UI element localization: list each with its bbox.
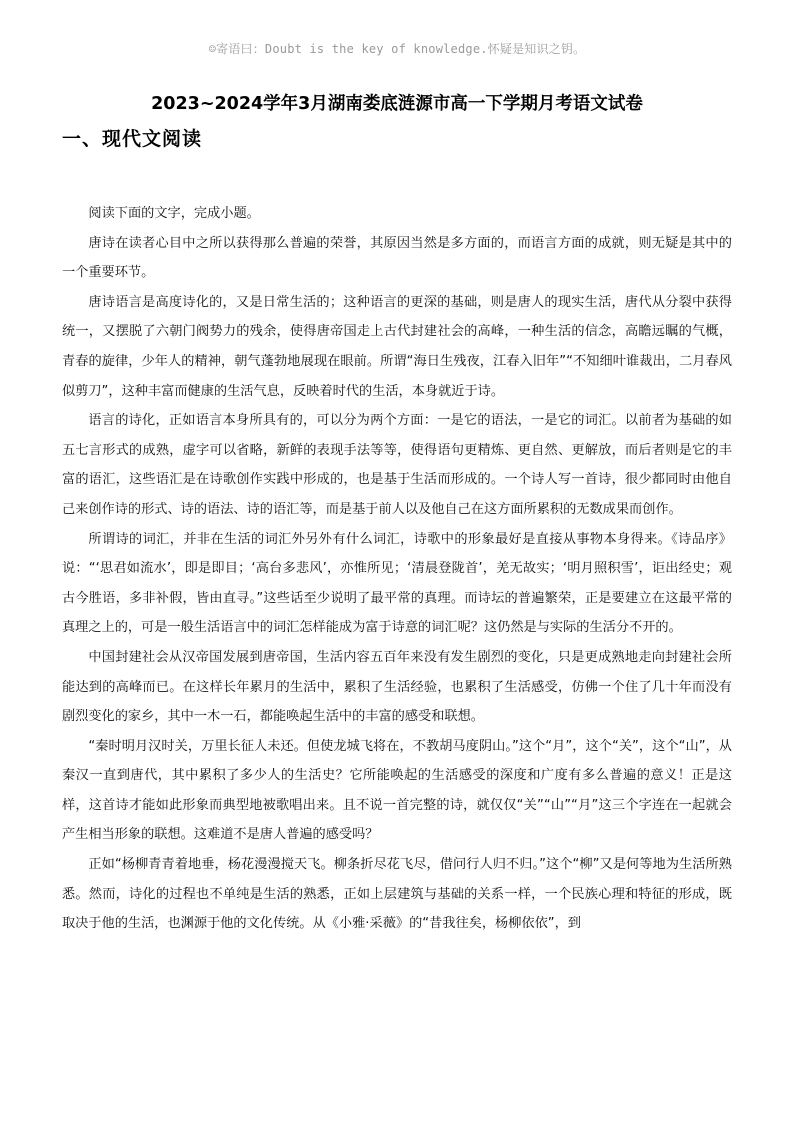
passage-paragraph: “秦时明月汉时关，万里长征人未还。但使龙城飞将在，不教胡马度阴山。”这个“月”，这个“关”，这个“山”，从秦汉一直到唐代，其中累积了多少人的生活史？它所能唤起的生活感受的深度和广度有多么普遍的意义！正是这样，这首诗才能如此形象而典型地被歌唱出来。且不说一首完整的诗，就仅仅“关”“山”“月”这三个字连在一起就会产生相当形象的联想。这难道不是唐人普遍的感受吗？ bbox=[62, 738, 732, 843]
page-title: 2023~2024学年3月湖南娄底涟源市高一下学期月考语文试卷 bbox=[151, 94, 643, 114]
watermark-motto: ☺寄语曰：Doubt is the key of knowledge.怀疑是知识之钥。 bbox=[208, 42, 586, 56]
passage-paragraph: 唐诗在读者心目中之所以获得那么普遍的荣誉，其原因当然是多方面的，而语言方面的成就，则无疑是其中的一个重要环节。 bbox=[62, 235, 732, 281]
section-heading: 一、现代文阅读 bbox=[62, 128, 203, 150]
passage-paragraph: 正如“杨柳青青着地垂，杨花漫漫搅天飞。柳条折尽花飞尽，借问行人归不归。”这个“柳”又是何等地为生活所熟悉。然而，诗化的过程也不单纯是生活的熟悉，正如上层建筑与基础的关系一样，一个民族心理和特征的形成，既取决于他的生活，也渊源于他的文化传统。从《小雅·采薇》的“昔我往矣，杨柳依依”，到 bbox=[62, 857, 732, 932]
passage-paragraph: 所谓诗的词汇，并非在生活的词汇外另外有什么词汇，诗歌中的形象最好是直接从事物本身得来。《诗品序》说：“‘思君如流水’，即是即目；‘高台多悲风’，亦惟所见；‘清晨登陇首’，羌无故实；‘明月照积雪’，讵出经史；观古今胜语，多非补假，皆由直寻。”这些话至少说明了最平常的真理。而诗坛的普遍繁荣，正是要建立在这最平常的真理之上的，可是一般生活语言中的词汇怎样能成为富于诗意的词汇呢？这仍然是与实际的生活分不开的。 bbox=[62, 531, 732, 636]
passage-paragraph: 中国封建社会从汉帝国发展到唐帝国，生活内容五百年来没有发生剧烈的变化，只是更成熟地走向封建社会所能达到的高峰而已。在这样长年累月的生活中，累积了生活经验，也累积了生活感受，仿佛一个住了几十年而没有剧烈变化的家乡，其中一木一石，都能唤起生活中的丰富的感受和联想。 bbox=[62, 649, 732, 725]
instruction-paragraph: 阅读下面的文字，完成小题。 bbox=[88, 206, 260, 221]
reading-passage bbox=[62, 199, 732, 939]
passage-paragraph: 唐诗语言是高度诗化的，又是日常生活的；这种语言的更深的基础，则是唐人的现实生活，唐代从分裂中获得统一，又摆脱了六朝门阀势力的残余，使得唐帝国走上古代封建社会的高峰，一种生活的信念，高瞻远瞩的气概，青春的旋律，少年人的精神，朝气蓬勃地展现在眼前。所谓“海日生残夜，江春入旧年”“不知细叶谁裁出，二月春风似剪刀”，这种丰富而健康的生活气息，反映着时代的生活，本身就近于诗。 bbox=[62, 294, 732, 399]
passage-paragraph: 语言的诗化，正如语言本身所具有的，可以分为两个方面：一是它的语法，一是它的词汇。以前者为基础的如五七言形式的成熟，虚字可以省略，新鲜的表现手法等等，使得语句更精炼、更自然、更解放，而后者则是它的丰富的语汇，这些语汇是在诗歌创作实践中形成的，也是基于生活而形成的。一个诗人写一首诗，很少都同时由他自己来创作诗的形式、诗的语法、诗的语汇等，而是基于前人以及他自己在这方面所累积的无数成果而创作。 bbox=[62, 413, 732, 517]
